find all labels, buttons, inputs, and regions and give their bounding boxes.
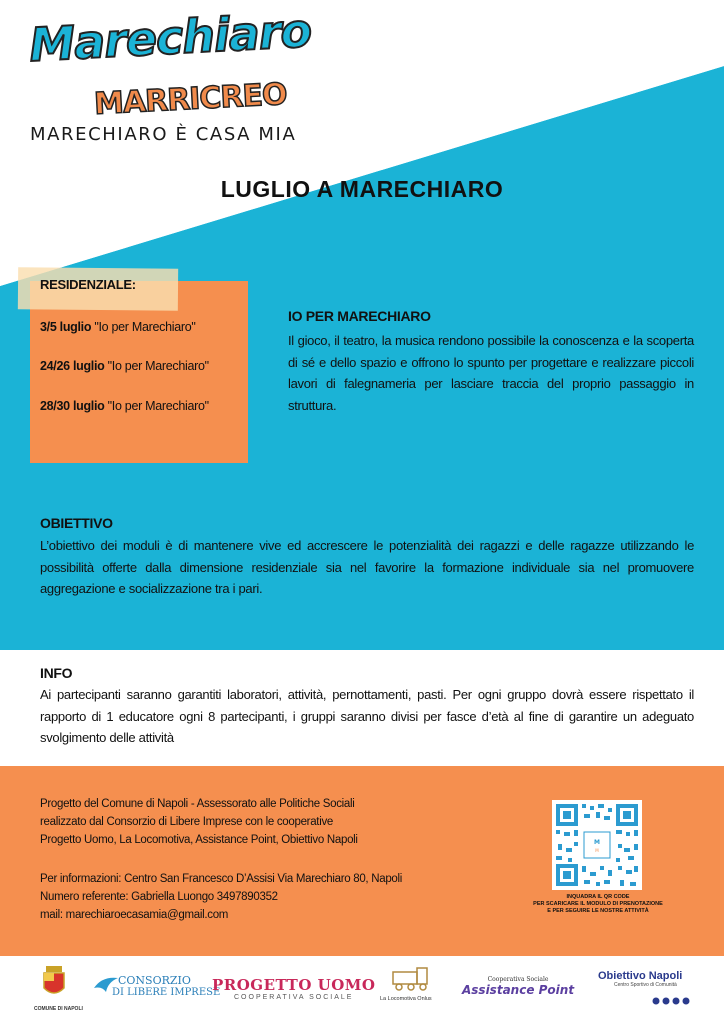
io-per-heading: IO PER MARECHIARO	[288, 308, 431, 324]
qr-code[interactable]	[552, 800, 642, 890]
contact-email[interactable]: mail: marechiaroecasamia@gmail.com	[40, 909, 229, 921]
qr-code-graphic	[552, 800, 642, 890]
obiettivo-napoli-title: Obiettivo Napoli	[598, 970, 683, 982]
info-heading: INFO	[40, 665, 73, 681]
coat-of-arms-icon	[34, 964, 74, 1000]
qr-caption	[528, 894, 668, 915]
residenziale-item	[40, 320, 196, 334]
marechiaro-logo	[26, 3, 313, 152]
item-date: 24/26 luglio	[40, 359, 105, 373]
contact-address: Per informazioni: Centro San Francesco D’Assisi Via Marechiaro 80, Napoli	[40, 873, 403, 885]
qr-caption-line: INQUADRA IL QR CODE	[566, 894, 630, 900]
consorzio-subtitle: DI LIBERE IMPRESE	[112, 987, 221, 998]
obiettivo-text: L’obiettivo dei moduli è di mantenere vive ed accrescere le potenzialità dei ragazzi e delle ragazze utilizzando le possibilità offerte dalla dimensione residenziale sia nel favorire la formazione individuale sia nel promuovere aggregazione e socializzazione tra i pari.	[40, 538, 694, 596]
item-name: "Io per Marechiaro"	[104, 399, 209, 413]
residenziale-item	[40, 359, 209, 373]
item-date: 28/30 luglio	[40, 399, 105, 413]
item-name: "Io per Marechiaro"	[104, 359, 209, 373]
obiettivo-napoli-logo	[598, 970, 708, 1016]
io-per-text: Il gioco, il teatro, la musica rendono possibile la conoscenza e la scoperta di sé e dello spazio e offrono lo spunto per progettare e realizzare piccoli lavori di falegnameria per lasciare traccia del proprio passaggio in struttura.	[288, 333, 694, 413]
obiettivo-napoli-subtitle: Centro Sportivo di Comunità	[614, 982, 677, 988]
progetto-uomo-logo	[212, 976, 375, 1001]
comune-napoli-logo	[34, 964, 83, 1020]
progetto-uomo-subtitle: COOPERATIVA SOCIALE	[234, 994, 354, 1001]
footer-line: Progetto del Comune di Napoli - Assessorato alle Politiche Sociali	[40, 798, 355, 810]
info-text: Ai partecipanti saranno garantiti laboratori, attività, pernottamenti, pasti. Per ogni gruppo dovrà essere rispettato il rapporto di 1 educatore ogni 8 partecipanti, i gruppi saranno divisi per fasce d’età al fine di garantire un adeguato svolgimento delle attività	[40, 687, 694, 745]
assistance-top-label: Cooperativa Sociale	[487, 976, 549, 983]
assistance-title: Assistance Point	[462, 983, 575, 997]
logo-title: Marechiaro	[28, 3, 313, 72]
qr-caption-line: PER SCARICARE IL MODULO DI PRENOTAZIONE	[533, 901, 663, 907]
footer-line: Progetto Uomo, La Locomotiva, Assistance Point, Obiettivo Napoli	[40, 834, 358, 846]
assistance-point-logo	[462, 976, 574, 997]
train-icon	[389, 964, 433, 992]
progetto-uomo-title: PROGETTO UOMO	[212, 976, 376, 994]
obiettivo-heading: OBIETTIVO	[40, 515, 113, 531]
locomotiva-label: La Locomotiva Onlus	[380, 996, 432, 1002]
partner-logos	[0, 956, 724, 1024]
dots-icon	[652, 997, 692, 1005]
item-name: "Io per Marechiaro"	[91, 320, 196, 334]
consorzio-title: CONSORZIO	[118, 974, 191, 987]
comune-label: COMUNE DI NAPOLI	[34, 1006, 83, 1012]
locomotiva-logo	[380, 964, 442, 1020]
item-date: 3/5 luglio	[40, 320, 92, 334]
contact-phone: Numero referente: Gabriella Luongo 3497890352	[40, 891, 278, 903]
footer-line: realizzato dal Consorzio di Libere Imprese con le cooperative	[40, 816, 334, 828]
residenziale-item	[40, 399, 209, 413]
svg-text:M: M	[594, 839, 600, 846]
logo-tagline: MARECHIARO È CASA MIA	[30, 124, 297, 145]
residenziale-label: RESIDENZIALE:	[40, 277, 136, 292]
page-title: LUGLIO A MARECHIARO	[220, 176, 504, 202]
qr-caption-line: E PER SEGUIRE LE NOSTRE ATTIVITÀ	[547, 908, 649, 914]
logo-subtitle: MARRICREO	[93, 76, 288, 123]
svg-text:M: M	[595, 848, 599, 853]
